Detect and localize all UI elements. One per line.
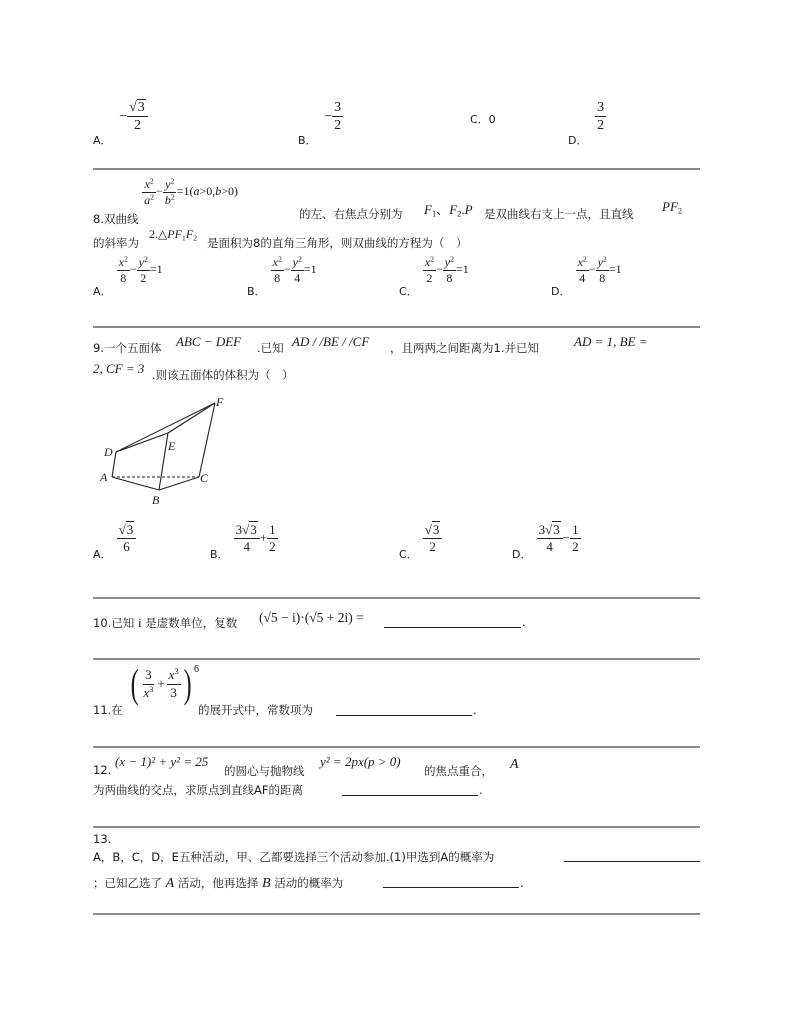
- q9-pentahedron-figure: [96, 393, 236, 511]
- divider-4: [93, 658, 700, 660]
- q8-equation: $\frac{x^2}{a^2}$ − $\frac{y^2}{b^2}$ =1(a>0,b>0): [144, 176, 239, 208]
- q8-option-d-label: D．: [551, 285, 571, 299]
- divider-1: [93, 168, 700, 170]
- q8-option-c: [399, 254, 469, 299]
- q8-option-a-value: $\frac{x^2}{8}$ − $\frac{y^2}{2}$ =1: [118, 254, 163, 286]
- edge-fc: [199, 403, 215, 477]
- q9-lengths-2: 2, CF = 3: [93, 361, 145, 376]
- q13-line2-b: 活动，他再选择: [177, 876, 259, 890]
- label-e: E: [168, 439, 176, 453]
- edge-ab: [112, 477, 159, 490]
- q13-activity-a: A: [165, 876, 175, 891]
- q13-activity-b: B: [262, 876, 271, 891]
- q12-parabola-equation: y² = 2px(p > 0): [320, 754, 401, 769]
- q9-solid-name: ABC − DEF: [176, 334, 242, 349]
- q9-stem-b-text: 已知: [260, 341, 284, 355]
- q11-expression: ( $\frac{3}{x^3}$ + $\frac{x^3}{3}$ ) 6: [130, 661, 199, 706]
- q12-stem-a: 的圆心与抛物线: [224, 764, 305, 778]
- q8-stem-c: 是双曲线右支上一点，且直线: [484, 207, 634, 221]
- q11-end: .: [473, 703, 477, 717]
- q10-expression: (√5 − i)·(√5 + 2i) =: [259, 610, 364, 625]
- edge-ef: [168, 403, 215, 433]
- q7-option-b-label: B．: [298, 134, 317, 148]
- q7-option-d-label: D．: [568, 134, 588, 148]
- q12-stem-c: 为两曲线的交点，求原点到直线AF的距离: [93, 783, 303, 797]
- edge-df: [116, 403, 215, 452]
- q8-stem-b: 的左、右焦点分别为: [299, 207, 403, 221]
- q8-option-b-value: $\frac{x^2}{8}$ − $\frac{y^2}{4}$ =1: [272, 254, 317, 286]
- q9-option-b-value: $\frac{3√3}{4}$ + $\frac{1}{2}$: [235, 522, 276, 555]
- q8-option-c-label: C．: [399, 285, 418, 299]
- q12-stem-b: 的焦点重合，: [424, 764, 493, 778]
- q9-stem-d: .则该五面体的体积为（ ）: [152, 368, 294, 382]
- q10-end: .: [522, 615, 526, 629]
- q8-option-a-label: A．: [93, 285, 112, 299]
- q9-option-d-label: D．: [512, 547, 532, 561]
- q9-option-c: [399, 522, 442, 561]
- q8-option-b: [247, 254, 317, 299]
- q8-stem-a: 双曲线: [103, 212, 139, 227]
- q10-number: 10.: [93, 616, 112, 630]
- q12-circle-equation: (x − 1)² + y² = 25: [115, 754, 209, 769]
- q9-stem-c: ，且两两之间距离为1.并已知: [390, 341, 539, 355]
- q13-line2-a: ；已知乙选了: [93, 876, 162, 890]
- q9-stem-line1: [93, 340, 161, 356]
- q7-option-a-label: A．: [93, 134, 112, 148]
- divider-3: [93, 597, 700, 599]
- q10-answer-blank[interactable]: [384, 627, 521, 628]
- edge-de: [116, 433, 168, 452]
- q9-option-b: [210, 522, 278, 561]
- q13-answer-blank-2[interactable]: [383, 887, 519, 888]
- q7-option-b: [298, 100, 343, 148]
- q13-line1: A，B，C，D，E五种活动，甲、乙都要选择三个活动参加.(1)甲选到A的概率为: [93, 850, 495, 864]
- q11-number: 11.: [93, 703, 112, 717]
- q8-option-d-value: $\frac{x^2}{4}$ − $\frac{y^2}{8}$ =1: [577, 254, 622, 286]
- q7-option-a: [93, 100, 148, 148]
- q11-stem-b: 的展开式中，常数项为: [198, 703, 313, 717]
- q9-number: 9.: [93, 341, 104, 355]
- divider-2: [93, 326, 700, 328]
- label-c: C: [200, 471, 209, 485]
- q9-option-c-label: C．: [399, 547, 418, 561]
- q12-point-a: A: [510, 757, 519, 772]
- q9-parallel: AD / /BE / /CF: [292, 334, 370, 349]
- q9-option-b-label: B．: [210, 547, 229, 561]
- q8-foci: $F_1$、$F_2.P$: [424, 202, 473, 219]
- q7-option-d-value: $\frac{3}{2}$: [597, 100, 605, 134]
- q9-option-d: [512, 522, 581, 561]
- q13-line2: [93, 875, 343, 892]
- q11-answer-blank[interactable]: [336, 715, 472, 716]
- q13-line2-c: 活动的概率为: [274, 876, 344, 890]
- q11-stem-a-text: 在: [111, 703, 123, 717]
- q11-stem-a: [93, 702, 123, 718]
- q10-stem: [93, 615, 237, 631]
- q11-exponent: 6: [194, 664, 199, 675]
- q9-option-c-value: $\frac{√3}{2}$: [423, 530, 443, 545]
- q9-stem-b: .已知: [257, 341, 284, 355]
- q12-end: .: [479, 783, 483, 797]
- q9-stem-d-text: 则该五面体的体积为（ ）: [155, 368, 294, 382]
- q8-number: 8.: [93, 212, 104, 227]
- q8-stem-e: 是面积为8的直角三角形，则双曲线的方程为（ ）: [207, 236, 468, 250]
- q8-option-a: [93, 254, 163, 299]
- q9-option-a-label: A．: [93, 547, 112, 561]
- edge-bc: [159, 477, 199, 490]
- q10-imaginary-unit: i: [137, 615, 142, 630]
- label-b: B: [152, 493, 160, 507]
- q13-end: .: [520, 876, 524, 890]
- label-f: F: [216, 395, 224, 409]
- label-d: D: [104, 445, 113, 459]
- q7-option-a-value: − $\frac{√3}{2}$: [119, 109, 148, 124]
- q12-number: 12.: [93, 763, 112, 777]
- q9-option-a: [93, 522, 136, 561]
- q8-option-b-label: B．: [247, 285, 266, 299]
- q13-number: 13.: [93, 832, 112, 846]
- q13-answer-blank-1[interactable]: [564, 861, 700, 862]
- q9-option-a-value: $\frac{√3}{6}$: [117, 530, 137, 545]
- q7-option-c: C．0: [470, 113, 496, 126]
- edge-eb: [159, 433, 168, 490]
- q12-answer-blank[interactable]: [342, 795, 478, 796]
- divider-6: [93, 826, 700, 828]
- q7-option-d: [568, 100, 606, 148]
- divider-5: [93, 746, 700, 748]
- q7-option-b-value: − $\frac{3}{2}$: [324, 100, 342, 134]
- divider-7: [93, 913, 700, 915]
- q8-slope: $2.\triangle PF_1F_2$: [149, 227, 198, 243]
- q8-stem-d: 的斜率为: [93, 236, 139, 250]
- q8-option-d: [551, 254, 622, 299]
- q8-option-c-value: $\frac{x^2}{2}$ − $\frac{y^2}{8}$ =1: [424, 254, 469, 286]
- q8-line-pf2: $PF_2$: [662, 199, 683, 216]
- q10-stem-b: 是虚数单位，复数: [145, 616, 238, 630]
- q9-option-d-value: $\frac{3√3}{4}$ − $\frac{1}{2}$: [538, 522, 579, 555]
- q9-lengths-1: AD = 1, BE =: [574, 334, 648, 349]
- q10-stem-a: 已知: [111, 616, 135, 630]
- q9-stem-a: 一个五面体: [103, 341, 162, 355]
- label-a: A: [100, 470, 108, 484]
